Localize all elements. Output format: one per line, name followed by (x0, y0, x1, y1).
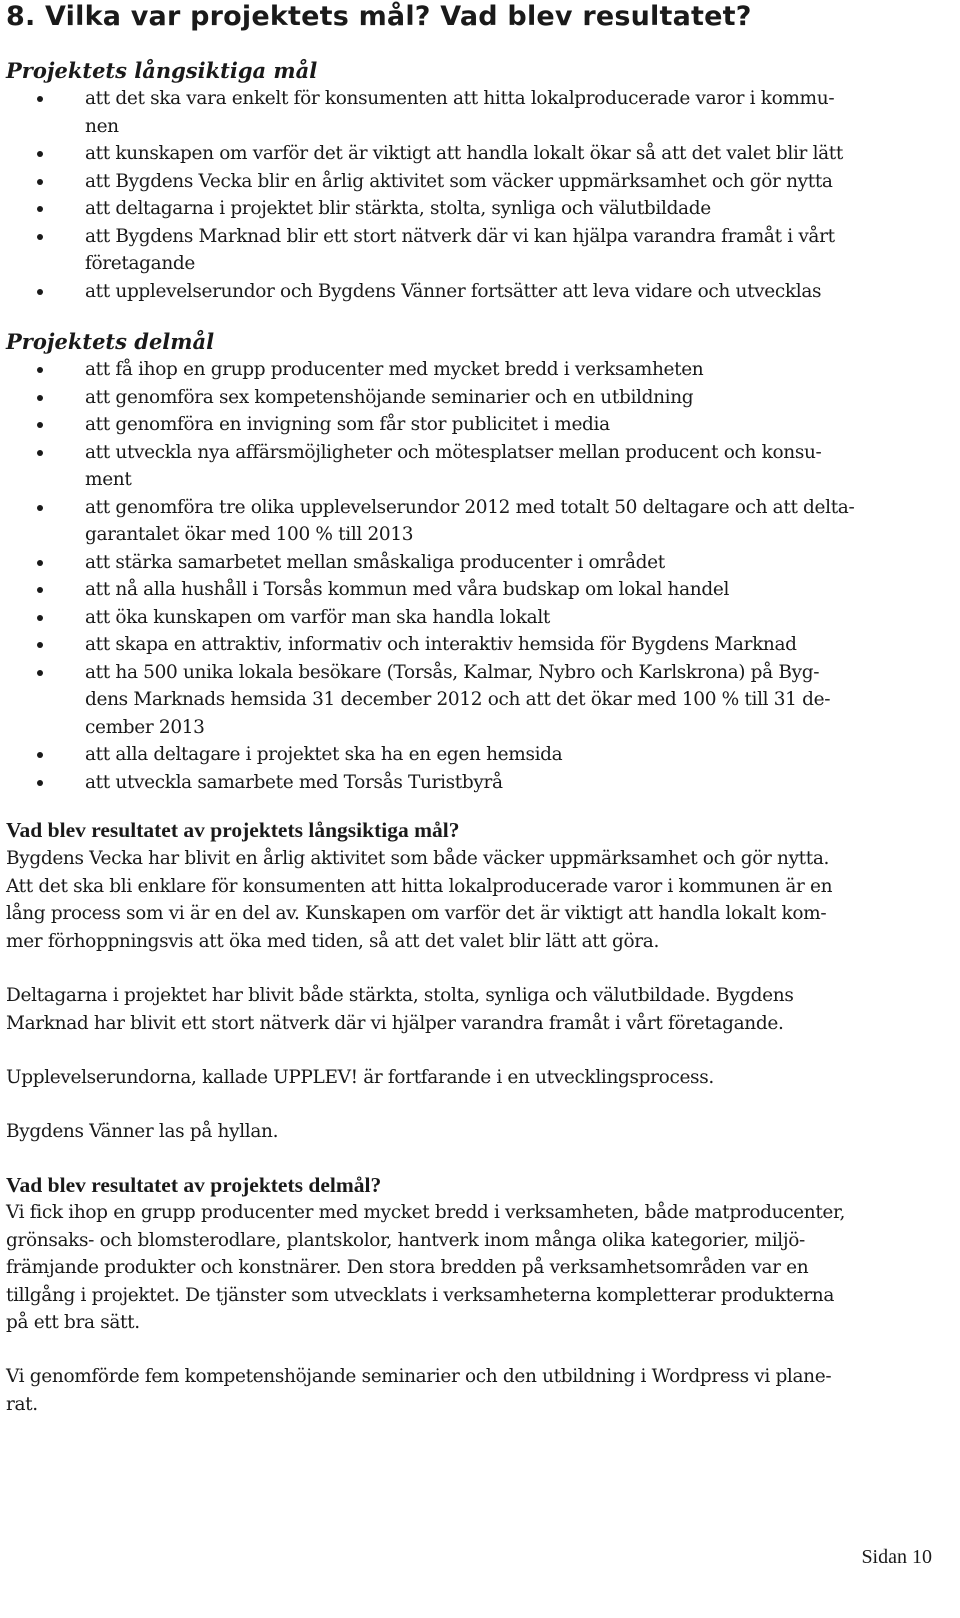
list-item-line: att det ska vara enkelt för konsumenten att hitta lokalproducerade varor i kommu- (85, 88, 835, 109)
list-item (0, 411, 960, 439)
list-item (0, 631, 960, 659)
list-item (0, 384, 960, 412)
list-item-line: företagande (85, 253, 195, 274)
paragraph-line: grönsaks- och blomsterodlare, plantskolor, hantverk inom många olika kategorier, miljö- (6, 1229, 805, 1251)
list-item (0, 604, 960, 632)
paragraph (6, 1363, 936, 1418)
list-item (0, 85, 960, 140)
list-item-line: att Bygdens Marknad blir ett stort nätverk där vi kan hjälpa varandra framåt i vårt (85, 225, 835, 247)
list-item-line: att få ihop en grupp producenter med mycket bredd i verksamheten (85, 359, 704, 380)
bullet-icon (37, 206, 43, 212)
list-item-line: att skapa en attraktiv, informativ och interaktiv hemsida för Bygdens Marknad (85, 634, 797, 655)
list-item-line: dens Marknads hemsida 31 december 2012 och att det ökar med 100 % till 31 de- (85, 689, 831, 710)
list-item (0, 769, 960, 797)
page-number: Sidan 10 (861, 1546, 932, 1568)
bullet-icon (37, 422, 43, 428)
paragraph-line: Marknad har blivit ett stort nätverk där vi hjälper varandra framåt i vårt företagande. (6, 1012, 784, 1034)
bullet-icon (37, 670, 43, 676)
list-item-line: att ha 500 unika lokala besökare (Torsås, Kalmar, Nybro och Karlskrona) på Byg- (85, 661, 820, 683)
list-item-line: att Bygdens Vecka blir en årlig aktivitet som väcker uppmärksamhet och gör nytta (85, 170, 833, 192)
bullet-icon (37, 151, 43, 157)
list-item (0, 223, 960, 278)
list-item-line: att utveckla samarbete med Torsås Turistbyrå (85, 771, 503, 793)
page-heading: 8. Vilka var projektets mål? Vad blev resultatet? (6, 1, 752, 32)
paragraph-line: Vi fick ihop en grupp producenter med mycket bredd i verksamheten, både matproducenter, (6, 1202, 846, 1223)
bullet-icon (37, 179, 43, 185)
list-item (0, 439, 960, 494)
bullet-icon (37, 752, 43, 758)
paragraph-line: Bygdens Vecka har blivit en årlig aktivitet som både väcker uppmärksamhet och gör nytta. (6, 848, 830, 869)
list-item-line: att stärka samarbetet mellan småskaliga producenter i området (85, 551, 665, 573)
list-item-line: ment (85, 469, 132, 490)
paragraph-line: lång process som vi är en del av. Kunskapen om varför det är viktigt att handla lokalt kom- (6, 903, 827, 924)
paragraph-line: Att det ska bli enklare för konsumenten att hitta lokalproducerade varor i kommunen är en (6, 875, 833, 897)
paragraph (6, 982, 936, 1037)
list-item (0, 278, 960, 306)
bullet-icon (37, 780, 43, 786)
list-item-line: att genomföra tre olika upplevelserundor 2012 med totalt 50 deltagare och att delta- (85, 496, 855, 518)
bullet-icon (37, 395, 43, 401)
result-sub-goals-title: Vad blev resultatet av projektets delmål? (6, 1173, 382, 1197)
list-item-line: cember 2013 (85, 716, 205, 738)
list-item-line: att upplevelserundor och Bygdens Vänner fortsätter att leva vidare och utvecklas (85, 280, 822, 302)
paragraph-line: tillgång i projektet. De tjänster som utvecklats i verksamheterna kompletterar produkterna (6, 1284, 835, 1306)
sub-goals-title: Projektets delmål (6, 329, 215, 354)
bullet-icon (37, 367, 43, 373)
paragraph (6, 1118, 936, 1146)
list-item-line: att öka kunskapen om varför man ska handla lokalt (85, 606, 550, 628)
paragraph-line: mer förhoppningsvis att öka med tiden, så att det valet blir lätt att göra. (6, 930, 659, 952)
list-item (0, 356, 960, 384)
list-item (0, 140, 960, 168)
paragraph-line: Bygdens Vänner las på hyllan. (6, 1121, 279, 1142)
bullet-icon (37, 505, 43, 511)
list-item (0, 659, 960, 742)
bullet-icon (37, 587, 43, 593)
paragraph-line: rat. (6, 1393, 38, 1415)
list-item-line: nen (85, 115, 119, 137)
sub-goals-list (0, 356, 960, 796)
list-item (0, 168, 960, 196)
list-item (0, 741, 960, 769)
bullet-icon (37, 615, 43, 621)
list-item (0, 494, 960, 549)
paragraph (6, 1064, 936, 1092)
long-term-goals-list (0, 85, 960, 305)
list-item-line: att nå alla hushåll i Torsås kommun med våra budskap om lokal handel (85, 579, 730, 600)
list-item-line: att alla deltagare i projektet ska ha en egen hemsida (85, 744, 563, 765)
bullet-icon (37, 289, 43, 295)
paragraph-line: på ett bra sätt. (6, 1312, 140, 1333)
paragraph (6, 1199, 936, 1337)
list-item-line: att genomföra sex kompetenshöjande seminarier och en utbildning (85, 386, 694, 408)
list-item-line: att deltagarna i projektet blir stärkta, stolta, synliga och välutbildade (85, 198, 711, 219)
list-item-line: att kunskapen om varför det är viktigt att handla lokalt ökar så att det valet blir lätt (85, 143, 843, 164)
list-item-line: garantalet ökar med 100 % till 2013 (85, 524, 414, 545)
paragraph-line: främjande produkter och konstnärer. Den stora bredden på verksamhetsområden var en (6, 1257, 809, 1278)
bullet-icon (37, 450, 43, 456)
bullet-icon (37, 560, 43, 566)
bullet-icon (37, 642, 43, 648)
list-item-line: att utveckla nya affärsmöjligheter och mötesplatser mellan producent och konsu- (85, 441, 822, 463)
list-item-line: att genomföra en invigning som får stor publicitet i media (85, 414, 610, 435)
list-item (0, 549, 960, 577)
list-item (0, 195, 960, 223)
paragraph-line: Upplevelserundorna, kallade UPPLEV! är fortfarande i en utvecklingsprocess. (6, 1067, 714, 1088)
bullet-icon (37, 96, 43, 102)
long-term-goals-title: Projektets långsiktiga mål (6, 58, 318, 83)
paragraph-line: Vi genomförde fem kompetenshöjande seminarier och den utbildning i Wordpress vi plane- (6, 1366, 832, 1387)
paragraph-line: Deltagarna i projektet har blivit både stärkta, stolta, synliga och välutbildade. Bygdens (6, 985, 794, 1006)
paragraph (6, 845, 936, 955)
list-item (0, 576, 960, 604)
result-long-term-title: Vad blev resultatet av projektets långsiktiga mål? (6, 818, 460, 842)
bullet-icon (37, 234, 43, 240)
